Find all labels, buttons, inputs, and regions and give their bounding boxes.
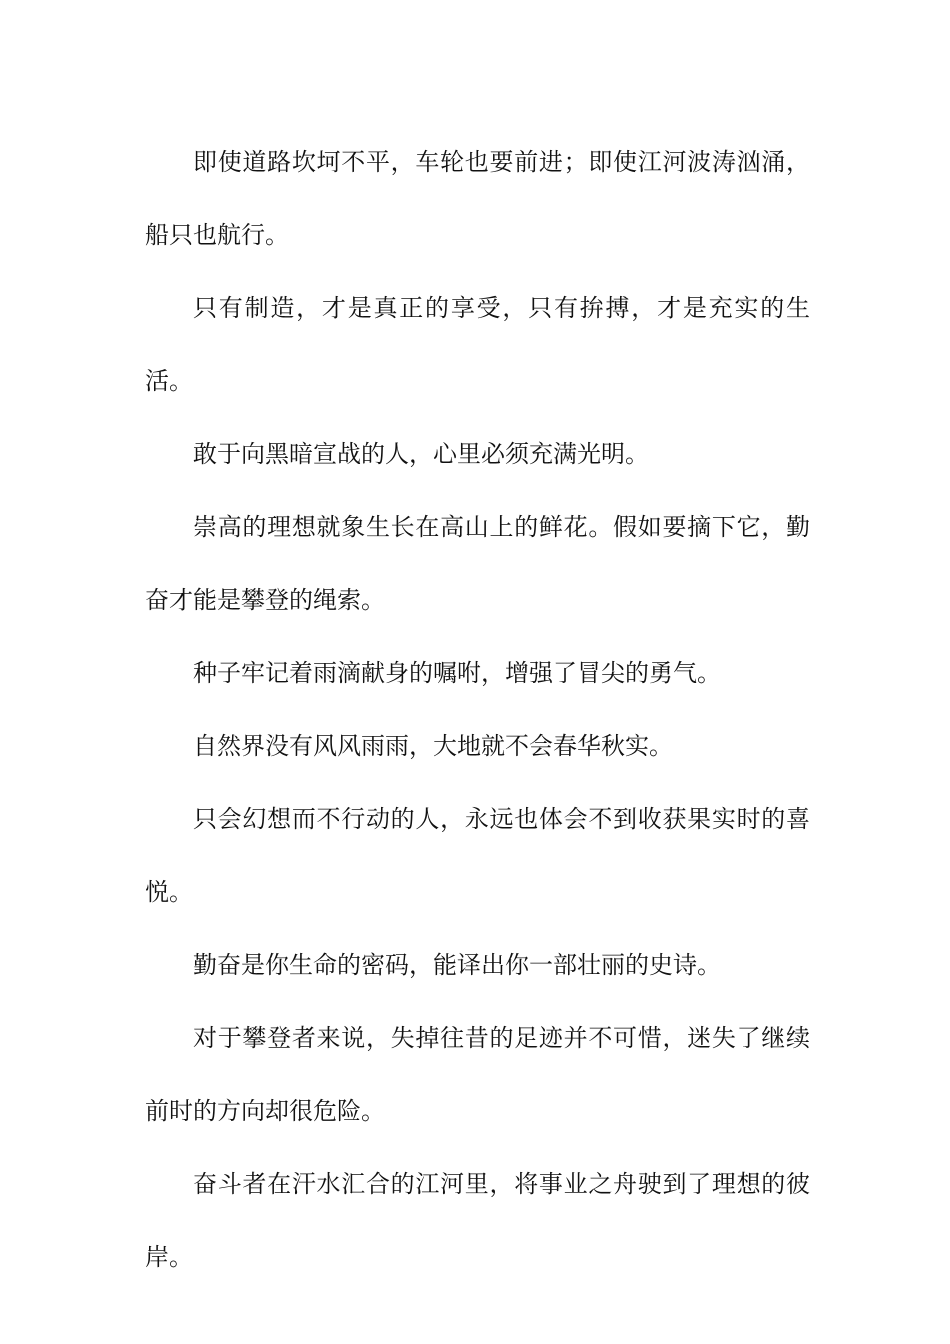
paragraph-1: 即使道路坎坷不平，车轮也要前进；即使江河波涛汹涌，船只也航行。 <box>145 148 810 249</box>
paragraph-3: 敢于向黑暗宣战的人，心里必须充满光明。 <box>193 440 649 468</box>
paragraph-10: 奋斗者在汗水汇合的江河里，将事业之舟驶到了理想的彼岸。 <box>145 1170 810 1271</box>
paragraph-7: 只会幻想而不行动的人，永远也体会不到收获果实时的喜悦。 <box>145 805 810 906</box>
paragraph-8: 勤奋是你生命的密码，能译出你一部壮丽的史诗。 <box>193 951 721 979</box>
paragraph-5: 种子牢记着雨滴献身的嘱咐，增强了冒尖的勇气。 <box>193 659 721 687</box>
paragraph-4: 崇高的理想就象生长在高山上的鲜花。假如要摘下它，勤奋才能是攀登的绳索。 <box>145 513 810 614</box>
paragraph-6: 自然界没有风风雨雨，大地就不会春华秋实。 <box>193 732 673 760</box>
body-text <box>145 126 810 1294</box>
paragraph-2: 只有制造，才是真正的享受，只有拚搏，才是充实的生活。 <box>145 294 810 395</box>
paragraph-9: 对于攀登者来说，失掉往昔的足迹并不可惜，迷失了继续前时的方向却很危险。 <box>145 1024 810 1125</box>
